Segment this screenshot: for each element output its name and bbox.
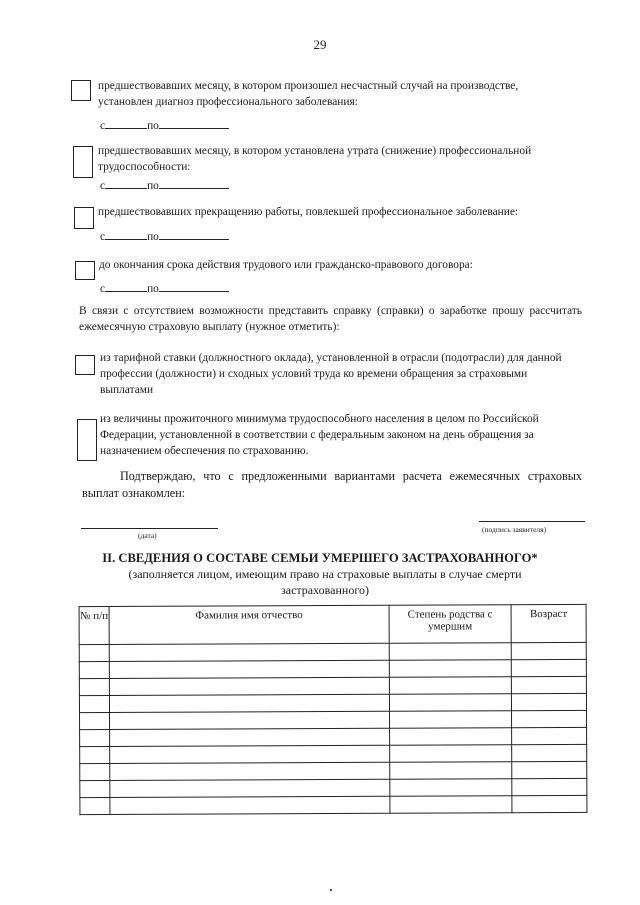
option-line: назначением обеспечения по страхованию. [100, 445, 309, 457]
family-table [79, 604, 588, 815]
cell[interactable] [80, 712, 110, 729]
from-date-field[interactable] [105, 117, 147, 129]
calc-text-subsistence [100, 411, 580, 459]
from-date-field[interactable] [105, 177, 147, 189]
cell[interactable] [390, 728, 512, 746]
date-range-disability [100, 177, 229, 192]
scan-artifact-dot [330, 889, 332, 891]
from-date-field[interactable] [105, 228, 147, 240]
section-subtitle: (заполняется лицом, имеющим право на страховые выплаты в случае смерти застрахованного) [128, 567, 522, 597]
cell[interactable] [80, 729, 110, 746]
option-line: трудоспособности: [98, 161, 191, 173]
calc-checkbox-subsistence[interactable] [77, 419, 97, 461]
header-full-name: Фамилия имя отчество [109, 605, 389, 644]
cell[interactable] [109, 677, 389, 695]
date-range-contract-end [100, 280, 229, 295]
option-line: установлен диагноз профессионального заболевания: [98, 96, 358, 108]
cell[interactable] [389, 643, 511, 661]
to-date-field[interactable] [159, 280, 229, 292]
cell[interactable] [79, 644, 109, 661]
table-header-row [79, 604, 586, 644]
to-label: по [147, 231, 159, 243]
certificate-paragraph: В связи с отсутствием возможности представить справку (справки) о заработке прошу рассчитать ежемесячную страховую выплату (нужное отметить): [79, 305, 582, 333]
option-line: профессии (должности) и сходных условий труда ко времени обращения за страховыми [100, 368, 528, 380]
table-row [79, 659, 586, 678]
header-number: № п/п [79, 606, 109, 644]
table-row [79, 676, 586, 695]
table-row [80, 710, 587, 729]
cell[interactable] [512, 795, 587, 812]
option-text-contract-end [99, 257, 579, 273]
cell[interactable] [110, 796, 390, 814]
option-text-accident [98, 78, 578, 110]
cell[interactable] [110, 745, 390, 763]
calc-checkbox-tariff[interactable] [75, 355, 95, 375]
date-range-termination [100, 228, 229, 243]
cell[interactable] [390, 779, 512, 797]
option-line: предшествовавших прекращению работы, повлекшей профессиональное заболевание: [98, 206, 519, 218]
option-checkbox-contract-end[interactable] [75, 261, 95, 280]
cell[interactable] [390, 762, 512, 780]
option-line: Федерации, установленной в соответствии с федеральным законом на день обращения за [100, 429, 534, 441]
cell[interactable] [79, 678, 109, 695]
cell[interactable] [80, 797, 110, 814]
from-label: с [100, 283, 106, 295]
page-number: 29 [313, 37, 327, 52]
cell[interactable] [110, 779, 390, 797]
header-age: Возраст [511, 604, 586, 642]
cell[interactable] [511, 693, 586, 710]
header-relationship: Степень родства с умершим [389, 605, 511, 644]
cell[interactable] [389, 660, 511, 678]
cell[interactable] [109, 694, 389, 712]
table-row [79, 642, 586, 661]
from-label: с [100, 120, 106, 132]
to-label: по [147, 180, 159, 192]
option-line: из тарифной ставки (должностного оклада), установленной в отрасли (подотрасли) для данной [100, 352, 562, 364]
option-text-termination [98, 204, 578, 220]
signature-line[interactable] [479, 521, 585, 522]
from-label: с [100, 180, 106, 192]
cell[interactable] [79, 695, 109, 712]
cell[interactable] [390, 796, 512, 814]
cell[interactable] [110, 762, 390, 780]
table-row [80, 795, 587, 814]
option-line: предшествовавших месяцу, в котором произошел несчастный случай на производстве, [98, 80, 519, 92]
to-date-field[interactable] [159, 228, 229, 240]
to-date-field[interactable] [159, 117, 229, 129]
option-text-disability [98, 143, 578, 175]
cell[interactable] [110, 711, 390, 729]
from-label: с [100, 231, 106, 243]
cell[interactable] [80, 780, 110, 797]
confirmation-text: Подтверждаю, что с предложенными вариантами расчета ежемесячных страховых выплат ознакомлен: [82, 469, 582, 500]
to-date-field[interactable] [159, 177, 229, 189]
option-checkbox-termination[interactable] [74, 207, 94, 229]
option-line: предшествовавших месяцу, в котором установлена утрата (снижение) профессиональной [98, 145, 532, 157]
table-row [80, 744, 587, 763]
cell[interactable] [511, 642, 586, 659]
cell[interactable] [389, 677, 511, 695]
calc-text-tariff [100, 350, 580, 398]
option-checkbox-accident[interactable] [71, 80, 91, 101]
to-label: по [147, 283, 159, 295]
date-caption: (дата) [138, 531, 157, 540]
table-row [79, 693, 586, 712]
cell[interactable] [512, 710, 587, 727]
cell[interactable] [110, 728, 390, 746]
table-row [80, 761, 587, 780]
section-title: II. СВЕДЕНИЯ О СОСТАВЕ СЕМЬИ УМЕРШЕГО ЗАСТРАХОВАННОГО* [102, 551, 538, 565]
cell[interactable] [512, 761, 587, 778]
cell[interactable] [109, 643, 389, 661]
cell[interactable] [80, 746, 110, 763]
table-row [80, 778, 587, 797]
option-line: до окончания срока действия трудового или гражданско-правового договора: [99, 259, 473, 271]
cell[interactable] [80, 763, 110, 780]
cell[interactable] [511, 676, 586, 693]
cell[interactable] [390, 745, 512, 763]
cell[interactable] [389, 694, 511, 712]
cell[interactable] [512, 778, 587, 795]
option-line: из величины прожиточного минимума трудоспособного населения в целом по Российской [100, 413, 539, 425]
from-date-field[interactable] [105, 280, 147, 292]
cell[interactable] [109, 660, 389, 678]
date-line[interactable] [81, 528, 218, 529]
table-row [80, 727, 587, 746]
cell[interactable] [390, 711, 512, 729]
signature-caption: (подпись заявителя) [482, 525, 547, 534]
option-checkbox-disability[interactable] [73, 146, 93, 178]
cell[interactable] [511, 659, 586, 676]
cell[interactable] [79, 661, 109, 678]
cell[interactable] [512, 744, 587, 761]
cell[interactable] [512, 727, 587, 744]
option-line: выплатами [100, 384, 154, 396]
to-label: по [147, 120, 159, 132]
date-range-accident [100, 117, 229, 132]
